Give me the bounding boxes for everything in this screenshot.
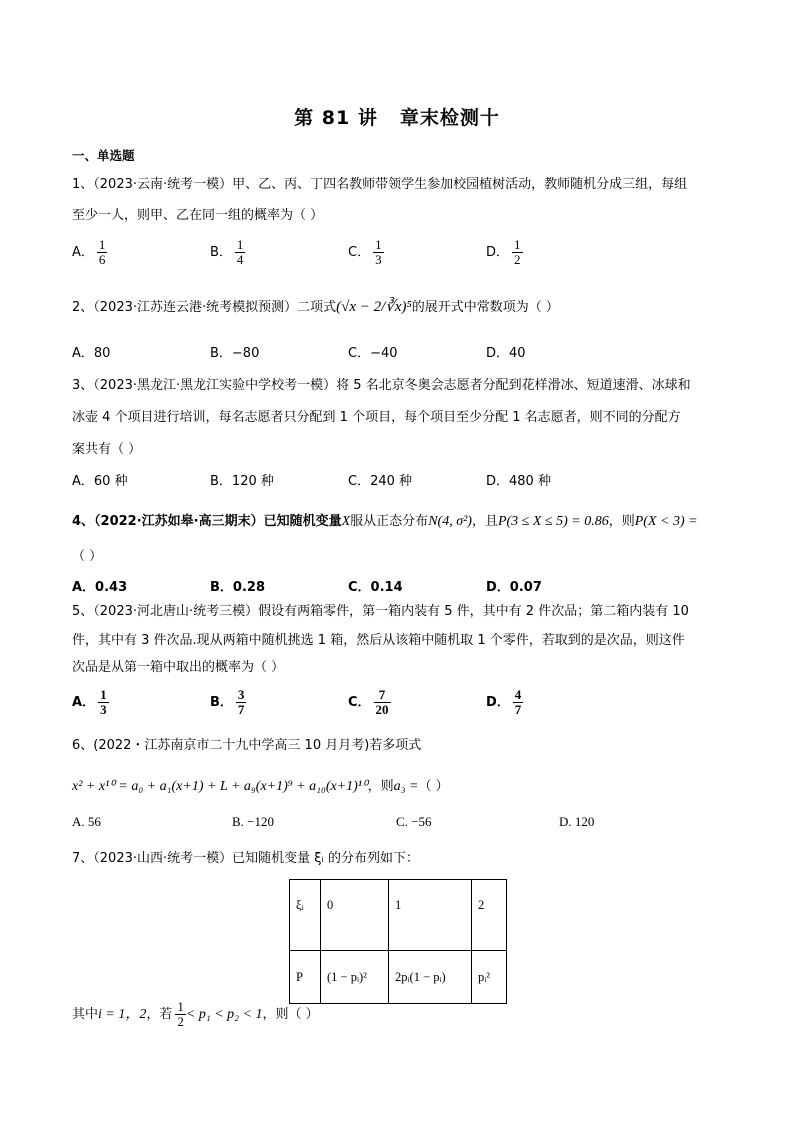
table-cell: 0 [321,880,389,951]
q4-option-a[interactable]: A．0.43 [72,580,128,595]
q5-option-a[interactable]: A． $\frac{1}{3}$ [72,687,107,717]
fraction: $\frac{1}{2}$ [514,237,521,267]
table-row [290,951,507,1004]
q2-line1: 2、（2023·江苏连云港·统考模拟预测）二项式(√x − 2/∛x)⁵的展开式中常数项为（ ） [72,299,559,315]
table-row [290,880,507,951]
q5-line3: 次品是从第一箱中取出的概率为（ ） [72,660,285,675]
q3-option-d[interactable]: D．480 种 [486,474,551,489]
given-probability: P(3 ≤ X ≤ 5) = 0.86 [497,514,609,529]
q3-line1: 3、（2023·黑龙江·黑龙江实验中学校考一模）将 5 名北京冬奥会志愿者分配到花样滑冰、短道速滑、冰球和 [72,378,691,393]
asked-probability: P(X < 3) = [634,514,698,529]
q5-line2: 件，其中有 3 件次品.现从两箱中随机挑选 1 箱，然后从该箱中随机取 1 个零件，若取到的是次品，则这件 [72,633,685,648]
fraction: $\frac{1}{2}$ [177,999,184,1029]
fraction: $\frac{4}{7}$ [514,687,522,717]
table-cell: 2 [472,880,507,951]
q2-option-c[interactable]: C．−40 [348,346,398,361]
q6-line1: 6、(2022・江苏南京市二十九中学高三 10 月月考)若多项式 [72,738,422,753]
q1-option-c[interactable]: C． $\frac{1}{3}$ [348,237,382,267]
q3-option-a[interactable]: A．60 种 [72,474,128,489]
chapter-title: 章末检测十 [399,107,500,129]
fraction: $\frac{1}{3}$ [375,237,382,267]
q2-option-b[interactable]: B．−80 [210,346,260,361]
q6-option-c[interactable]: C. −56 [396,814,432,829]
q6-option-a[interactable]: A. 56 [72,814,101,829]
q1-option-a[interactable]: A． $\frac{1}{6}$ [72,237,106,267]
q6-line2: x² + x¹⁰ = a₀ + a₁(x+1) + L + a₉(x+1)⁹ + a₁₀(x+1)¹⁰，则a₃ =（ ） [72,779,449,794]
fraction: $\frac{1}{4}$ [236,237,244,267]
q5-option-b[interactable]: B． $\frac{3}{7}$ [210,687,245,717]
fraction: $\frac{1}{3}$ [100,687,107,717]
section-heading: 一、单选题 [72,148,135,163]
q5-option-d[interactable]: D． $\frac{4}{7}$ [486,687,522,717]
q3-line2: 冰壶 4 个项目进行培训，每名志愿者只分配到 1 个项目，每个项目至少分配 1 名志愿者，则不同的分配方 [72,410,681,425]
q4-option-c[interactable]: C．0.14 [348,580,403,595]
q4-line1: 4、（2022·江苏如皋·高三期末）已知随机变量X服从正态分布N(4, σ²)，且P(3 ≤ X ≤ 5) = 0.86，则P(X < 3) = [72,514,698,529]
q3-option-b[interactable]: B．120 种 [210,474,274,489]
table-cell: 2pᵢ(1 − pᵢ) [389,951,472,1004]
q1-option-b[interactable]: B． $\frac{1}{4}$ [210,237,244,267]
distribution-table [289,879,507,1004]
fraction: $\frac{1}{6}$ [98,237,106,267]
q3-option-c[interactable]: C．240 种 [348,474,413,489]
q2-option-d[interactable]: D．40 [486,346,526,361]
q1-line2: 至少一人，则甲、乙在同一组的概率为（ ） [72,208,324,223]
fraction: $\frac{3}{7}$ [237,687,245,717]
q4-option-d[interactable]: D．0.07 [486,580,542,595]
q5-line1: 5、（2023·河北唐山·统考三模）假设有两箱零件，第一箱内装有 5 件，其中有 2 件次品；第二箱内装有 10 [72,604,689,619]
polynomial-formula: x² + x¹⁰ = a₀ + a₁(x+1) + L + a₉(x+1)⁹ + a₁₀(x+1)¹⁰ [72,779,368,794]
q6-option-d[interactable]: D. 120 [559,814,595,829]
table-cell: ξᵢ [290,880,321,951]
q4-option-b[interactable]: B．0.28 [210,580,265,595]
table-cell: P [290,951,321,1004]
lecture-number: 第 81 讲 [294,107,378,129]
table-cell: (1 − pᵢ)² [321,951,389,1004]
q1-line1: 1、（2023·云南·统考一模）甲、乙、丙、丁四名教师带领学生参加校园植树活动，教师随机分成三组，每组 [72,177,688,192]
q6-option-b[interactable]: B. −120 [232,814,275,829]
fraction: $\frac{7}{20}$ [375,687,389,717]
q2-option-a[interactable]: A．80 [72,346,111,361]
q1-option-d[interactable]: D． $\frac{1}{2}$ [486,237,521,267]
normal-distribution: N(4, σ²) [428,514,472,529]
q7-line1: 7、（2023·山西·统考一模）已知随机变量 ξᵢ 的分布列如下： [72,851,419,866]
table-cell: 1 [389,880,472,951]
q3-line3: 案共有（ ） [72,442,142,457]
q5-option-c[interactable]: C． $\frac{7}{20}$ [348,687,389,717]
table-cell: pᵢ² [472,951,507,1004]
binomial-formula: (√x − 2/∛x)⁵ [336,299,412,315]
q4-blank: （ ） [72,549,103,564]
q7-condition: 其中i = 1，2，若 $\frac{1}{2}$ < p₁ < p₂ < 1，则（ ） [72,999,319,1029]
page-title [0,103,794,130]
